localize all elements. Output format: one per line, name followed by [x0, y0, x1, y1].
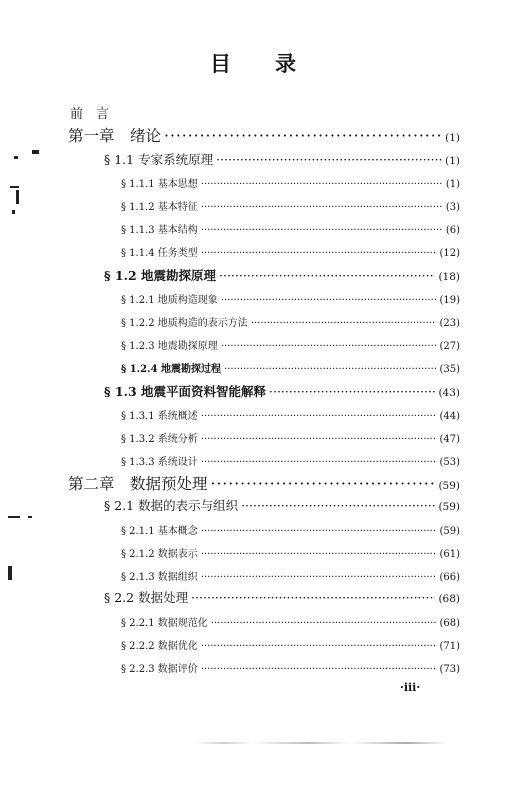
- entry-label: § 2.1.3 数据组织: [121, 572, 198, 583]
- scan-streak: [196, 742, 476, 744]
- leader-dots: [164, 127, 442, 145]
- entry-label: § 1.1.2 基本特征: [121, 202, 198, 213]
- entry-label: § 1.3.3 系统设计: [121, 457, 198, 468]
- entry-label: § 1.3 地震平面资料智能解释: [104, 384, 266, 399]
- leader-dots: [201, 526, 437, 537]
- entry-label: § 2.2 数据处理: [104, 590, 189, 605]
- scan-speck: [12, 210, 15, 214]
- leader-dots: [221, 341, 437, 352]
- toc-entry-2-2-3: [121, 660, 460, 675]
- entry-page: (71): [439, 641, 460, 652]
- scan-speck: [28, 516, 32, 518]
- entry-label: § 2.1.2 数据表示: [121, 549, 198, 560]
- entry-label: § 1.1.3 基本结构: [121, 225, 198, 236]
- entry-page: (18): [438, 271, 460, 283]
- entry-label: § 2.2.3 数据评价: [121, 664, 198, 675]
- entry-label: § 1.2 地震勘探原理: [104, 268, 216, 283]
- entry-page: (19): [439, 295, 460, 306]
- entry-page: (6): [445, 225, 460, 236]
- leader-dots: [201, 179, 443, 190]
- leader-dots: [211, 475, 436, 493]
- entry-page: (35): [439, 364, 460, 375]
- title-char-1: 目: [210, 51, 231, 76]
- scan-speck: [16, 190, 19, 204]
- entry-page: (53): [439, 457, 460, 468]
- leader-dots: [201, 641, 437, 652]
- leader-dots: [219, 268, 435, 283]
- toc-entry-2-1-2: [121, 545, 460, 560]
- entry-page: (61): [439, 549, 460, 560]
- scan-speck: [10, 186, 19, 188]
- entry-label: § 1.2.2 地质构造的表示方法: [121, 318, 248, 329]
- leader-dots: [211, 618, 437, 629]
- footer-page-number: ·iii·: [400, 681, 421, 694]
- entry-label: § 2.1 数据的表示与组织: [104, 498, 239, 513]
- preface-label: 前 言: [70, 107, 110, 122]
- entry-page: (1): [445, 132, 460, 144]
- entry-label: 第一章 绪论: [68, 127, 162, 145]
- toc-entry-2-1-3: [121, 568, 460, 583]
- leader-dots: [201, 202, 443, 213]
- scan-speck: [8, 516, 20, 518]
- toc-entry-2-2-1: [121, 614, 460, 629]
- entry-label: § 1.1.4 任务类型: [121, 248, 198, 259]
- toc-entry-1-2-1: [121, 291, 460, 306]
- leader-dots: [216, 152, 442, 167]
- entry-label: § 1.3.1 系统概述: [121, 411, 198, 422]
- entry-page: (1): [445, 179, 460, 190]
- toc-entry-1-3-1: [121, 407, 460, 422]
- toc-entry-1-2-4: [121, 360, 460, 375]
- leader-dots: [201, 572, 437, 583]
- toc-entry-1-2-2: [121, 314, 460, 329]
- leader-dots: [221, 295, 437, 306]
- toc-entry-1-3-2: [121, 430, 460, 445]
- toc-title: [0, 48, 506, 78]
- entry-label: § 1.1.1 基本思想: [121, 179, 198, 190]
- toc-entry-section-2-1: [104, 496, 460, 514]
- toc-entry-1-3-3: [121, 453, 460, 468]
- toc-entry-chapter-2: [68, 472, 460, 494]
- leader-dots: [201, 225, 443, 236]
- scan-speck: [8, 566, 12, 580]
- entry-page: (23): [439, 318, 460, 329]
- entry-page: (43): [438, 387, 460, 399]
- toc-entry-2-1-1: [121, 522, 460, 537]
- entry-label: § 2.2.2 数据优化: [121, 641, 198, 652]
- leader-dots: [251, 318, 437, 329]
- entry-page: (12): [439, 248, 460, 259]
- entry-page: (3): [445, 202, 460, 213]
- toc-entry-1-1-1: [121, 175, 460, 190]
- entry-label: § 1.2.4 地震勘探过程: [121, 364, 222, 375]
- entry-page: (47): [439, 434, 460, 445]
- toc-entry-chapter-1: [68, 124, 460, 146]
- title-char-2: 录: [275, 51, 296, 76]
- entry-label: § 1.2.1 地质构造现象: [121, 295, 218, 306]
- leader-dots: [201, 411, 437, 422]
- leader-dots: [224, 364, 436, 375]
- leader-dots: [241, 498, 435, 513]
- entry-page: (1): [445, 155, 460, 167]
- leader-dots: [191, 590, 435, 605]
- toc-entry-1-1-3: [121, 221, 460, 236]
- leader-dots: [201, 664, 437, 675]
- scan-speck: [32, 150, 39, 154]
- entry-page: (44): [439, 411, 460, 422]
- entry-page: (59): [438, 480, 460, 492]
- entry-label: 第二章 数据预处理: [68, 475, 208, 493]
- entry-page: (66): [439, 572, 460, 583]
- scan-speck: [14, 156, 18, 159]
- toc-entry-section-1-1: [104, 150, 460, 168]
- toc-entry-section-2-2: [104, 588, 460, 606]
- toc-entry-1-1-4: [121, 244, 460, 259]
- entry-label: § 1.3.2 系统分析: [121, 434, 198, 445]
- preface-entry: [70, 103, 109, 122]
- leader-dots: [201, 434, 437, 445]
- toc-entry-section-1-3: [104, 382, 460, 400]
- entry-page: (68): [439, 618, 460, 629]
- toc-entry-1-2-3: [121, 337, 460, 352]
- entry-page: (59): [439, 526, 460, 537]
- leader-dots: [201, 248, 437, 259]
- entry-page: (59): [438, 501, 460, 513]
- entry-page: (73): [439, 664, 460, 675]
- entry-label: § 1.1 专家系统原理: [104, 152, 214, 167]
- entry-label: § 1.2.3 地震勘探原理: [121, 341, 218, 352]
- entry-label: § 2.2.1 数据规范化: [121, 618, 208, 629]
- entry-page: (27): [439, 341, 460, 352]
- leader-dots: [201, 549, 437, 560]
- entry-page: (68): [438, 593, 460, 605]
- toc-entry-2-2-2: [121, 637, 460, 652]
- toc-entry-section-1-2: [104, 266, 460, 284]
- toc-entry-1-1-2: [121, 198, 460, 213]
- leader-dots: [201, 457, 437, 468]
- leader-dots: [269, 384, 435, 399]
- entry-label: § 2.1.1 基本概念: [121, 526, 198, 537]
